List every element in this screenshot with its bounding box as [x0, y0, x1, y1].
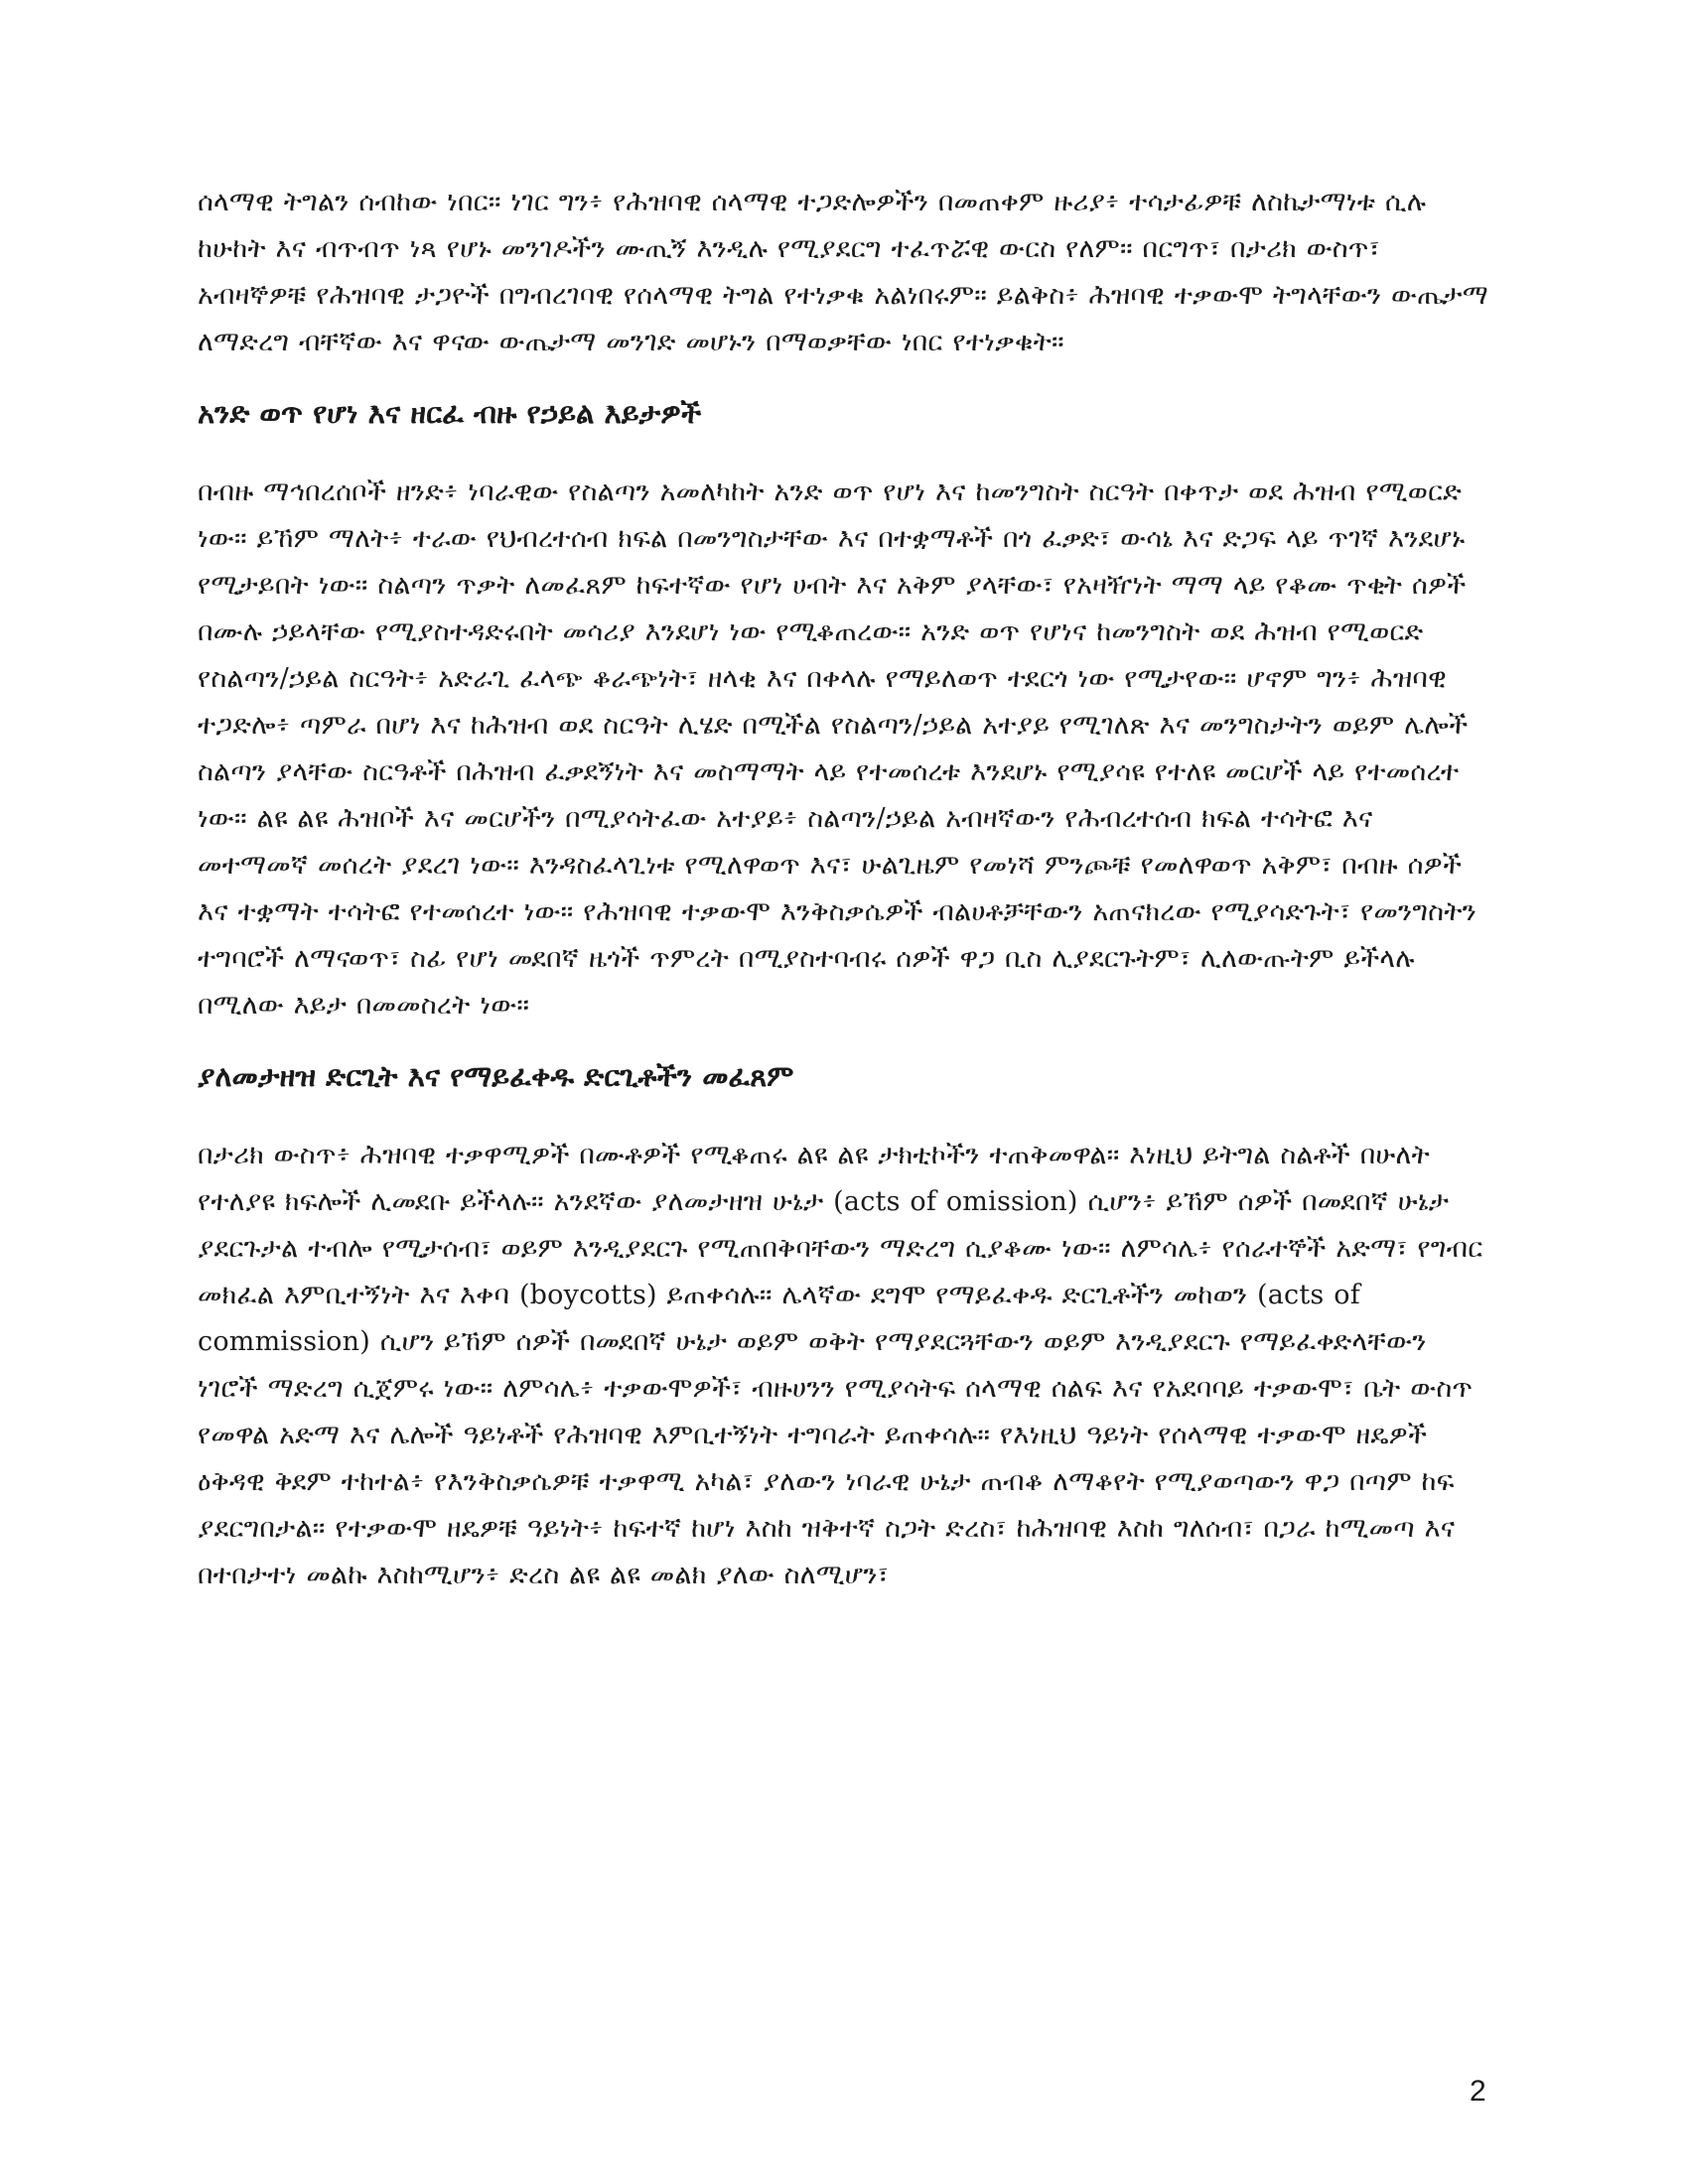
paragraph-power-views: በብዙ ማኅበረሰቦች ዘንድ፥ ነባራዊው የስልጣን አመለካከት አንድ ወጥ የሆነ እና ከመንግስት ስርዓት በቀጥታ ወደ ሕዝብ የሚወርድ ነው። ይኸም ማለት፥ ተራው የህብረተሰብ ክፍል በመንግስታቸው እና በተቋማቶች በጎ ፈቃድ፣ ውሳኔ እና ድጋፍ ላይ ጥገኛ እንደሆኑ የሚታይበት ነው። ስልጣን ጥቃት ለመፈጸም ከፍተኛው የሆነ ሀብት እና አቅም ያላቸው፣ የአዛዥነት ማማ ላይ የቆሙ ጥቂት ሰዎች በሙሉ ኃይላቸው የሚያስተዳድሩበት መሳሪያ እንደሆነ ነው የሚቆጠረው። አንድ ወጥ የሆነና ከመንግስት ወደ ሕዝብ የሚወርድ የስልጣን/ኃይል ስርዓት፥ አድራጊ ፈላጭ ቆራጭነት፣ ዘላቂ እና በቀላሉ የማይለወጥ ተደርጎ ነው የሚታየው። ሆኖም ግን፥ ሕዝባዊ ተጋድሎ፥ ጣምራ በሆነ እና ከሕዝብ ወደ ስርዓት ሊሄድ በሚችል የስልጣን/ኃይል አተያይ የሚገለጽ እና መንግስታትን ወይም ሌሎች ስልጣን ያላቸው ስርዓቶች በሕዝብ ፈቃደኝነት እና መስማማት ላይ የተመሰረቱ እንደሆኑ የሚያሳዩ የተለዩ መርሆች ላይ የተመሰረተ ነው። ልዩ ልዩ ሕዝቦች እና መርሆችን በሚያሳትፈው አተያይ፥ ስልጣን/ኃይል አብዛኛውን የሕብረተሰብ ክፍል ተሳትፎ እና መተማመኛ መሰረት ያደረገ ነው። እንዳስፈላጊነቱ የሚለዋወጥ እና፣ ሁልጊዜም የመነሻ ምንጮቹ የመለዋወጥ አቅም፣ በብዙ ሰዎች እና ተቋማት ተሳትፎ የተመሰረተ ነው። የሕዝባዊ ተቃውሞ እንቅስቃሴዎች ብልሀቶቻቸውን አጠናክረው የሚያሳድጉት፣ የመንግስትን ተግባሮች ለማናወጥ፣ ስፊ የሆነ መደበኛ ዜጎች ጥምረት በሚያስተባብሩ ሰዎች ዋጋ ቢስ ሊያደርጉትም፣ ሊለውጡትም ይችላሉ በሚለው እይታ በመመስረት ነው።: [198, 477, 1477, 1021]
section-heading-power-views: አንድ ወጥ የሆነ እና ዘርፈ ብዙ የኃይል እይታዎች: [198, 396, 702, 430]
paragraph-intro-continued: ሰላማዊ ትግልን ሰብከው ነበር። ነገር ግን፥ የሕዝባዊ ሰላማዊ ተጋድሎዎችን በመጠቀም ዙሪያ፥ ተሳታፊዎቹ ለስኬታማነቱ ሲሉ ከሁከት እና ብጥብጥ ነጻ የሆኑ መንገዶችን ሙጢኝ እንዲሉ የሚያደርግ ተፈጥሯዊ ውርስ የለም። በርግጥ፣ በታሪክ ውስጥ፣ አብዛኞዎቹ የሕዝባዊ ታጋዮች በግብረገባዊ የሰላማዊ ትግል የተነቃቁ አልነበሩም። ይልቅስ፥ ሕዝባዊ ተቃውሞ ትግላቸውን ውጤታማ ለማድረግ ብቸኛው እና ዋናው ውጤታማ መንገድ መሆኑን በማወቃቸው ነበር የተነቃቁት።: [198, 187, 1488, 357]
section-heading-omission-commission: ያለመታዘዝ ድርጊት እና የማይፈቀዱ ድርጊቶችን መፈጸም: [198, 1059, 794, 1093]
document-body: [198, 179, 1488, 1598]
paragraph-omission-commission: በታሪክ ውስጥ፥ ሕዝባዊ ተቃዋሚዎች በሙቶዎች የሚቆጠሩ ልዩ ልዩ ታክቲኮችን ተጠቅመዋል። እነዚህ ይትግል ስልቶች በሁለት የተለያዩ ክፍሎች ሊመደቡ ይችላሉ። አንደኛው ያለመታዘዝ ሁኔታ (acts of omission) ሲሆን፥ ይኸም ሰዎች በመደበኛ ሁኔታ ያደርጉታል ተብሎ የሚታሰብ፣ ወይም እንዲያደርጉ የሚጠበቅባቸውን ማድረግ ሲያቆሙ ነው። ለምሳሌ፥ የሰራተኞች አድማ፣ የግብር መክፈል እምቢተኝነት እና እቀባ (boycotts) ይጠቀሳሉ። ሌላኛው ደግሞ የማይፈቀዱ ድርጊቶችን መከወን (acts of commission) ሲሆን ይኸም ሰዎች በመደበኛ ሁኔታ ወይም ወቅት የማያደርጓቸውን ወይም እንዲያደርጉ የማይፈቀድላቸውን ነገሮች ማድረግ ሲጀምሩ ነው። ለምሳሌ፥ ተቃውሞዎች፣ ብዙሀንን የሚያሳትፍ ሰላማዊ ሰልፍ እና የአደባባይ ተቃውሞ፣ ቤት ውስጥ የመዋል አድማ እና ሌሎች ዓይነቶች የሕዝባዊ እምቢተኝነት ተግባራት ይጠቀሳሉ። የእነዚህ ዓይነት የሰላማዊ ተቃውሞ ዘዴዎች ዕቅዳዊ ቅደም ተከተል፥ የእንቅስቃሴዎቹ ተቃዋሚ አካል፣ ያለውን ነባራዊ ሁኔታ ጠብቆ ለማቆየት የሚያወጣውን ዋጋ በጣም ከፍ ያደርግበታል። የተቃውሞ ዘዴዎቹ ዓይነት፥ ከፍተኛ ከሆነ እስከ ዝቅተኛ ስጋት ድረስ፣ ከሕዝባዊ እስከ ግለሰብ፣ በጋራ ከሚመጣ እና በተበታተነ መልኩ እስከሚሆን፥ ድረስ ልዩ ልዩ መልክ ያለው ስለሚሆን፣: [198, 1140, 1483, 1590]
page-number: 2: [1470, 2075, 1486, 2108]
